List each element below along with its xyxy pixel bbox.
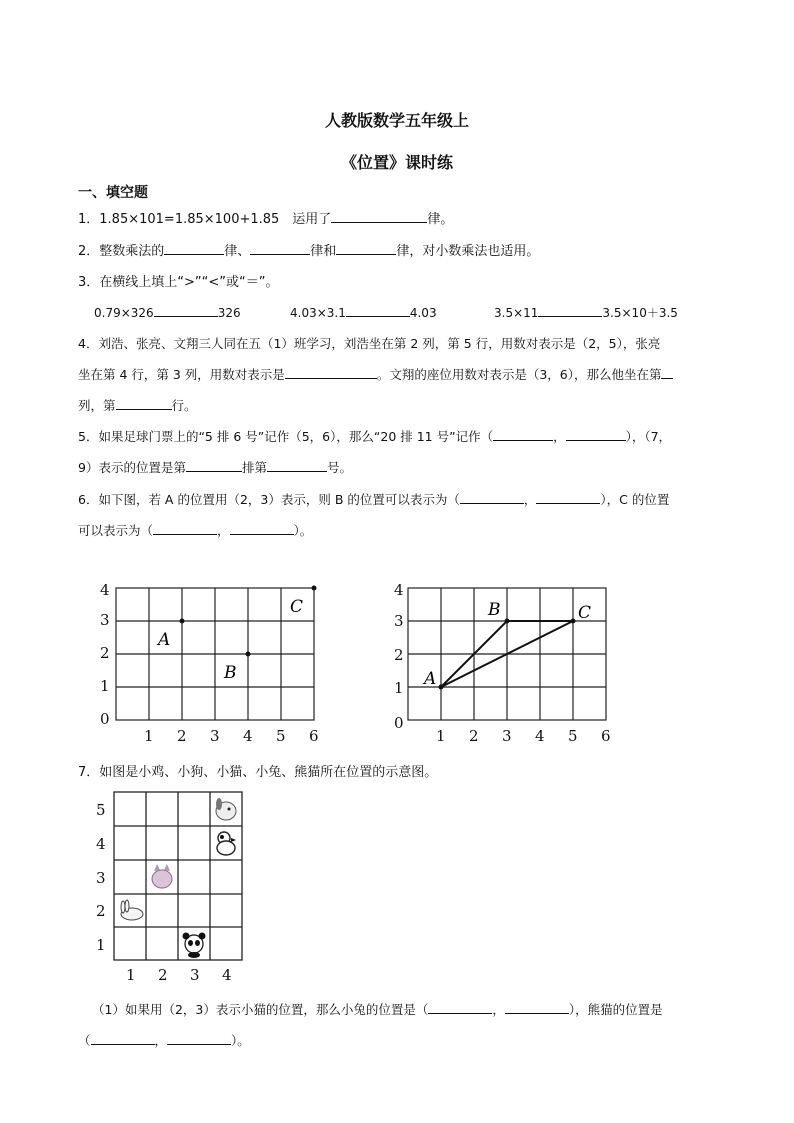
- grid-lines: [116, 588, 314, 720]
- x-tick: 6: [309, 727, 319, 745]
- question-3: 3．在横线上填上“>”“<”或“＝”。: [78, 275, 279, 290]
- q3-expression: 4.03×3.1: [290, 306, 346, 320]
- q3-item-2: [290, 303, 437, 320]
- chick-icon: [217, 832, 236, 855]
- dog-icon: [216, 798, 236, 820]
- q3-expression: 3.5×11: [494, 306, 539, 320]
- answer-blank[interactable]: [267, 458, 327, 472]
- y-tick: 3: [100, 611, 110, 629]
- answer-blank[interactable]: [428, 1000, 492, 1014]
- answer-blank[interactable]: [493, 427, 553, 441]
- q6-text: 可以表示为（: [78, 523, 154, 538]
- q7-text: （1）如果用（2，3）表示小猫的位置，那么小兔的位置是（: [92, 1002, 429, 1017]
- answer-blank[interactable]: [538, 303, 602, 317]
- q1-text: 1．1.85×101=1.85×100+1.85 运用了: [78, 212, 332, 227]
- answer-blank[interactable]: [116, 396, 172, 410]
- y-axis-ticks: [100, 581, 110, 728]
- y-tick: 3: [96, 869, 106, 887]
- y-tick: 1: [100, 677, 110, 695]
- grid-figure-2: [392, 578, 622, 748]
- answer-blank[interactable]: [164, 241, 224, 255]
- question-2: [78, 240, 539, 259]
- q4-text: 。文翔的座位用数对表示是（3，6），那么他坐在第: [376, 367, 662, 382]
- x-tick: 5: [276, 727, 286, 745]
- q5-text: ），（7，: [625, 429, 672, 444]
- x-tick: 1: [436, 727, 446, 745]
- q7-text: ），熊猫的位置是: [568, 1002, 663, 1017]
- q5-text: 5．如果足球门票上的“5 排 6 号”记作（5，6），那么“20 排 11 号”记作（: [78, 429, 494, 444]
- y-tick: 5: [96, 801, 106, 819]
- q5-text: ，: [553, 429, 566, 444]
- point-c: [312, 586, 317, 591]
- y-tick: 0: [100, 710, 110, 728]
- answer-blank[interactable]: [661, 365, 673, 379]
- question-7: 7．如图是小鸡、小狗、小猫、小兔、熊猫所在位置的示意图。: [78, 765, 438, 780]
- x-tick: 3: [210, 727, 220, 745]
- question-5-line-1: [78, 427, 671, 445]
- q7-text: （: [78, 1033, 91, 1048]
- panda-icon: [183, 933, 206, 959]
- y-axis-ticks: [96, 801, 106, 954]
- answer-blank[interactable]: [536, 490, 600, 504]
- x-tick: 3: [190, 966, 200, 984]
- answer-blank[interactable]: [230, 521, 294, 535]
- x-tick: 4: [222, 966, 232, 984]
- q5-text: 号。: [326, 460, 352, 475]
- x-axis-ticks: [144, 727, 319, 745]
- question-7-sub-1-line-2: [78, 1031, 250, 1049]
- x-tick: 1: [126, 966, 136, 984]
- y-tick: 0: [394, 714, 404, 732]
- q2-text: 2．整数乘法的: [78, 244, 165, 259]
- q3-expression: 3.5×10＋3.5: [602, 306, 678, 320]
- answer-blank[interactable]: [154, 303, 218, 317]
- q3-item-1: [94, 303, 241, 320]
- answer-blank[interactable]: [460, 490, 524, 504]
- label-b: B: [224, 663, 237, 683]
- point-b: [505, 619, 510, 624]
- q4-text: 坐在第 4 行，第 3 列，用数对表示是: [78, 367, 285, 382]
- answer-blank[interactable]: [285, 365, 377, 379]
- page-subtitle: 《位置》课时练: [340, 153, 453, 172]
- q1-text-end: 律。: [427, 212, 454, 227]
- q7-text: ，: [154, 1033, 168, 1048]
- point-a: [180, 619, 185, 624]
- rabbit-icon: [121, 900, 143, 920]
- q2-text-c: 律和: [310, 244, 337, 259]
- x-axis-ticks: [436, 727, 611, 745]
- q2-text-b: 律、: [224, 244, 251, 259]
- y-tick: 4: [100, 581, 110, 599]
- question-7-sub-1: [92, 1000, 663, 1018]
- answer-blank[interactable]: [336, 241, 396, 255]
- x-tick: 1: [144, 727, 154, 745]
- point-a: [439, 685, 444, 690]
- question-6-line-2: [78, 521, 312, 539]
- question-6-line-1: [78, 490, 669, 508]
- grid-figure-1: [96, 578, 326, 748]
- q4-text: 列，第: [78, 398, 116, 413]
- y-tick: 2: [96, 902, 106, 920]
- answer-blank[interactable]: [566, 427, 626, 441]
- answer-blank[interactable]: [505, 1000, 569, 1014]
- question-1: [78, 208, 453, 227]
- answer-blank[interactable]: [346, 303, 410, 317]
- x-tick: 3: [502, 727, 512, 745]
- x-axis-ticks: [126, 966, 232, 984]
- label-a: A: [424, 669, 437, 689]
- question-4-line-3: [78, 396, 197, 414]
- y-tick: 4: [96, 835, 106, 853]
- q6-text: ，: [523, 492, 537, 507]
- y-tick: 1: [96, 936, 106, 954]
- page-title: 人教版数学五年级上: [324, 111, 469, 130]
- answer-blank[interactable]: [331, 209, 427, 223]
- q5-text: 9）表示的位置是第: [78, 460, 186, 475]
- q3-item-3: [494, 303, 678, 321]
- x-tick: 2: [177, 727, 187, 745]
- q5-text: 排第: [241, 460, 267, 475]
- cat-icon: [152, 864, 172, 888]
- question-4-line-2: [78, 365, 673, 383]
- y-tick: 4: [394, 581, 404, 599]
- q4-text: 行。: [171, 398, 197, 413]
- animal-grid-figure: [92, 788, 252, 986]
- label-b: B: [488, 600, 501, 620]
- answer-blank[interactable]: [153, 521, 217, 535]
- q6-text: 6．如下图，若 A 的位置用（2，3）表示，则 B 的位置可以表示为（: [78, 492, 460, 507]
- q2-text-d: 律，对小数乘法也适用。: [396, 244, 540, 259]
- point-c: [571, 619, 576, 624]
- answer-blank[interactable]: [167, 1031, 231, 1045]
- x-tick: 4: [243, 727, 253, 745]
- section-heading: 一、填空题: [78, 185, 148, 201]
- q3-expression: 326: [217, 306, 241, 320]
- point-b: [246, 652, 251, 657]
- q6-text: ，: [217, 523, 230, 538]
- x-tick: 5: [568, 727, 578, 745]
- x-tick: 6: [601, 727, 611, 745]
- y-axis-ticks: [394, 581, 404, 732]
- q3-expression: 0.79×326: [94, 306, 154, 320]
- y-tick: 2: [394, 646, 404, 664]
- label-a: A: [158, 630, 171, 650]
- q7-text: ，: [492, 1002, 505, 1017]
- question-5-line-2: [78, 458, 352, 476]
- y-tick: 2: [100, 644, 110, 662]
- y-tick: 1: [394, 679, 404, 697]
- q7-text: ）。: [231, 1033, 250, 1048]
- answer-blank[interactable]: [250, 241, 310, 255]
- q6-text: ）。: [293, 523, 313, 538]
- x-tick: 2: [158, 966, 168, 984]
- x-tick: 2: [469, 727, 479, 745]
- q3-expression: 4.03: [409, 306, 437, 320]
- question-4-line-1: 4．刘浩、张亮、文翔三人同在五（1）班学习，刘浩坐在第 2 列，第 5 行，用数对表示是（2，5），张亮: [78, 336, 661, 351]
- answer-blank[interactable]: [186, 458, 242, 472]
- label-c: C: [578, 603, 592, 623]
- x-tick: 4: [535, 727, 545, 745]
- q6-text: ），C 的位置: [600, 492, 670, 507]
- y-tick: 3: [394, 612, 404, 630]
- label-c: C: [290, 597, 304, 617]
- answer-blank[interactable]: [91, 1031, 155, 1045]
